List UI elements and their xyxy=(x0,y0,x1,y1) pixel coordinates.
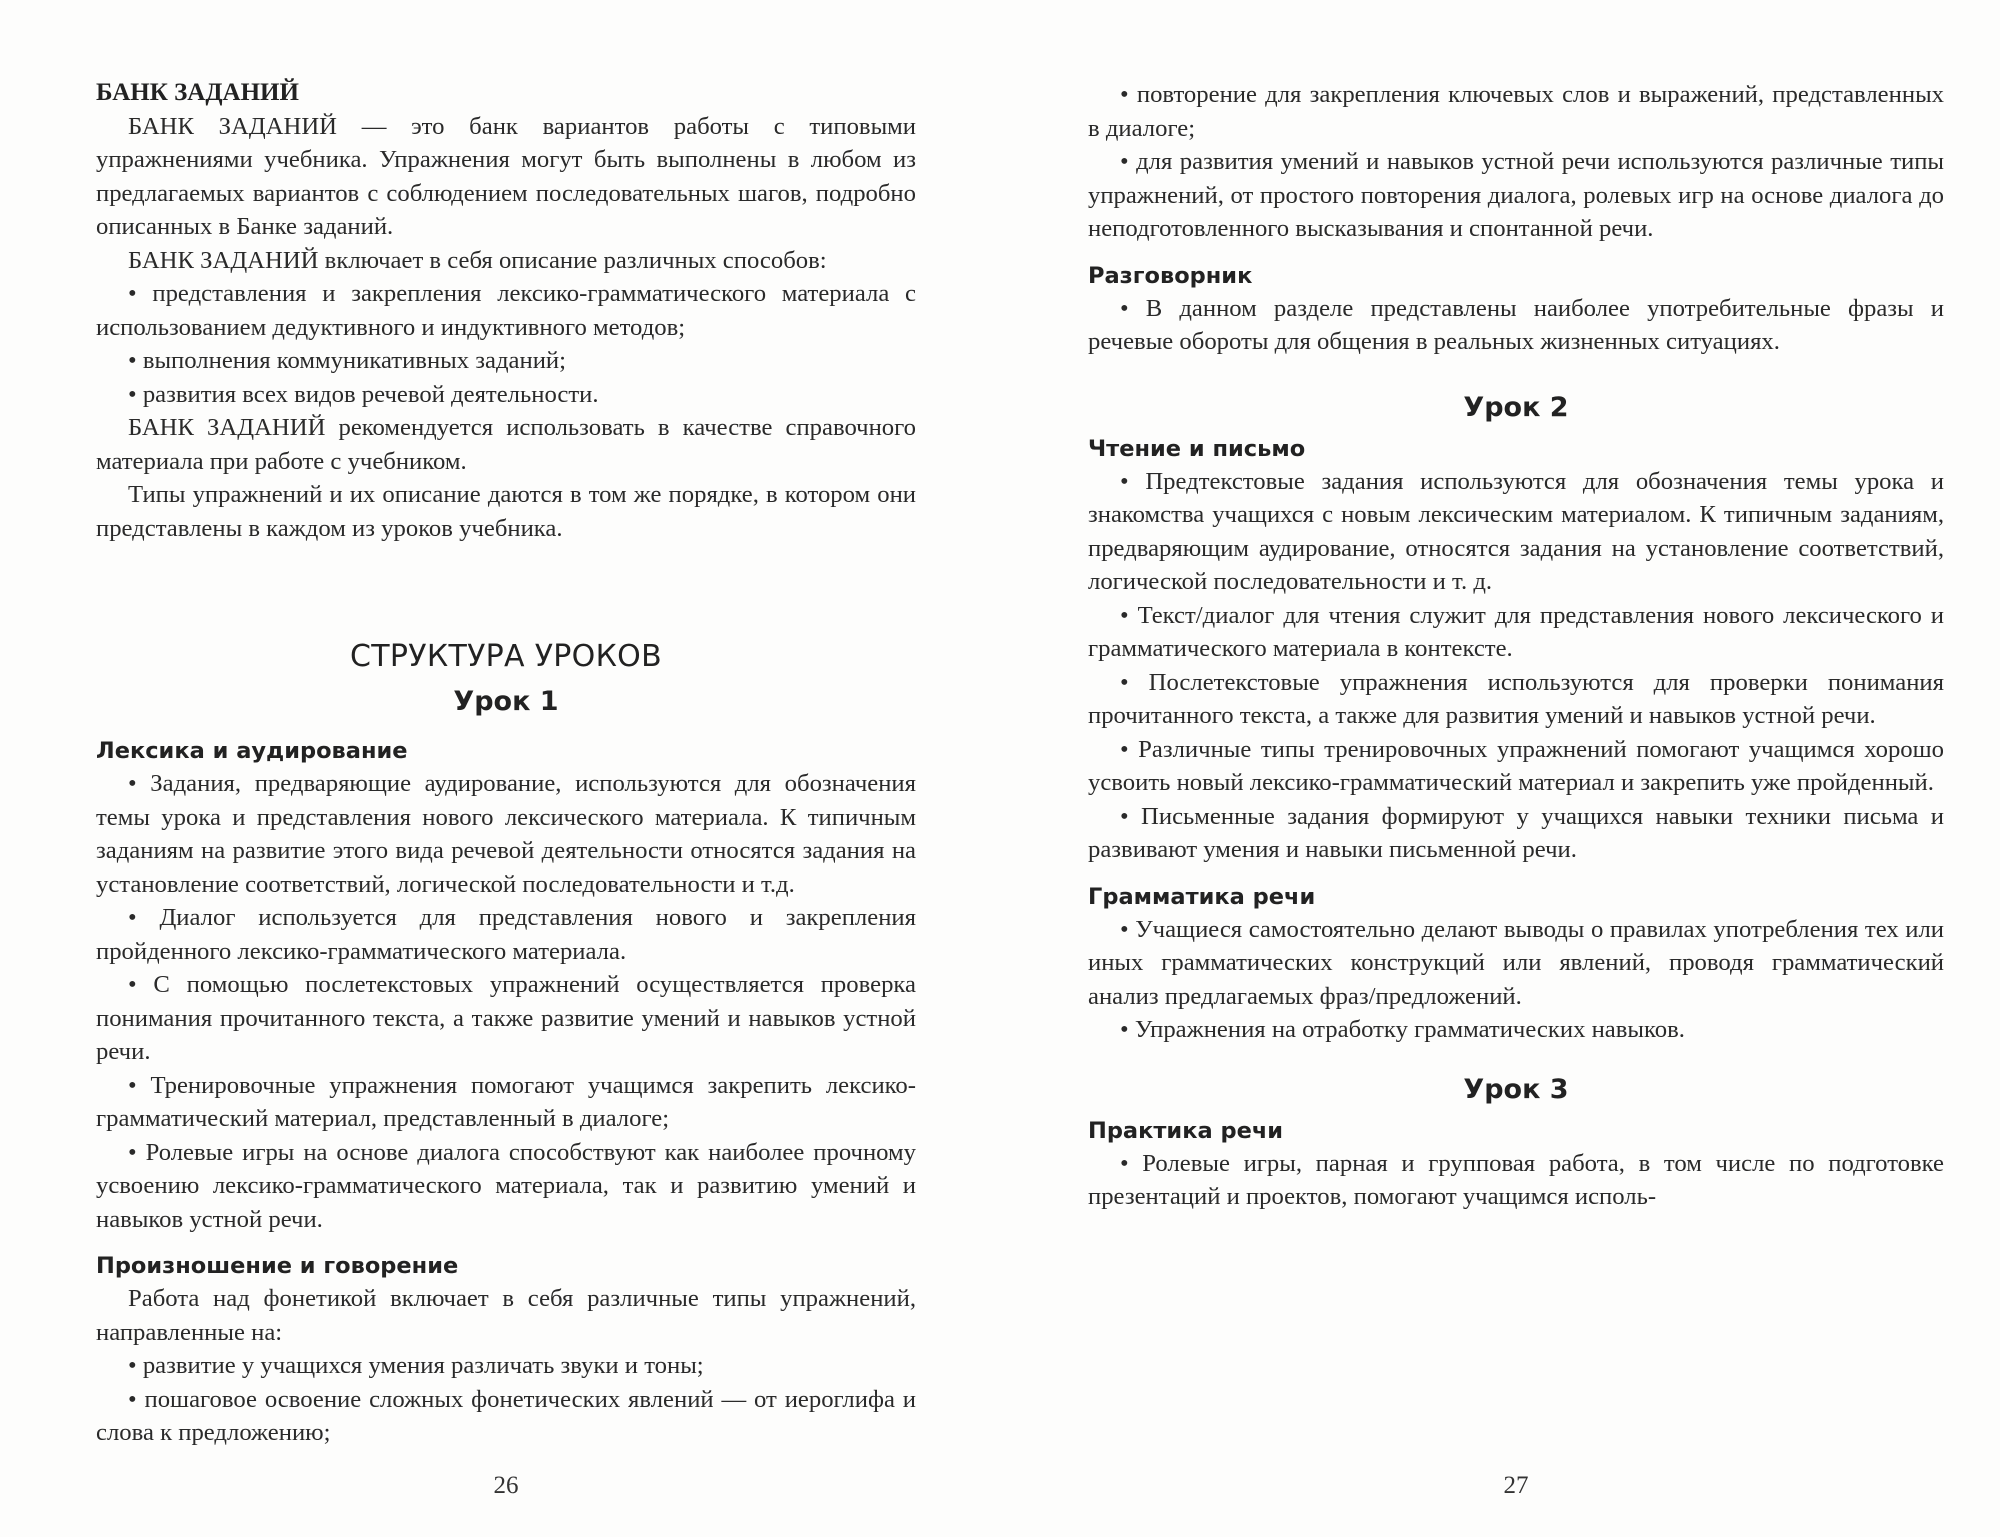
lesson3-title: Урок 3 xyxy=(1463,1073,1569,1105)
lesson1-title: Урок 1 xyxy=(453,686,559,717)
bank-heading: БАНК ЗАДАНИЙ xyxy=(96,79,299,106)
pron-list-item: • пошаговое освоение сложных фонетических явлений — от иероглифа и слова к предложению; xyxy=(96,1385,916,1446)
pron-list-item: • развитие у учащихся умения различать звуки и тоны; xyxy=(128,1352,704,1379)
bank-list-item: • развития всех видов речевой деятельности. xyxy=(128,380,599,408)
reading-paragraph: • Письменные задания формируют у учащихся навыки техники письма и развивают умения и навыки письменной речи. xyxy=(1088,802,1944,863)
right-page-content xyxy=(1088,78,1944,1214)
oral-list-item: • повторение для закрепления ключевых слов и выражений, представленных в диалоге; xyxy=(1088,81,1944,142)
oral-list-item: • для развития умений и навыков устной речи используются различные типы упражнений, от простого повторения диалога, ролевых игр на основе диалога до неподготовленного высказывания и спонтанной речи. xyxy=(1088,148,1944,242)
vocab-paragraph: • Задания, предваряющие аудирование, используются для обозначения темы урока и представления нового лексического материала. К типичным заданиям на развитие этого вида речевой деятельности относятся задания на установление соответствий, логической последовательности и т.д. xyxy=(96,770,916,898)
right-page xyxy=(1088,0,1944,1537)
bank-paragraph: БАНК ЗАДАНИЙ рекомендуется использовать в качестве справочного материала при работе с учебником. xyxy=(96,414,916,475)
structure-title: СТРУКТУРА УРОКОВ xyxy=(350,639,662,674)
lesson2-title: Урок 2 xyxy=(1463,391,1569,423)
vocab-paragraph: • Ролевые игры на основе диалога способствуют как наиболее прочному усвоению лексико-грамматического материала, так и развитию умений и навыков устной речи. xyxy=(96,1138,916,1233)
vocab-heading: Лексика и аудирование xyxy=(96,738,408,764)
practice-heading: Практика речи xyxy=(1088,1117,1284,1144)
grammar-paragraph: • Учащиеся самостоятельно делают выводы о правилах употребления тех или иных грамматических конструкций или явлений, проводя грамматический анализ предлагаемых фраз/предложений. xyxy=(1088,915,1944,1010)
grammar-heading: Грамматика речи xyxy=(1088,883,1316,910)
grammar-paragraph: • Упражнения на отработку грамматических навыков. xyxy=(1120,1016,1685,1043)
phrasebook-paragraph: • В данном разделе представлены наиболее употребительные фразы и речевые обороты для общения в реальных жизненных ситуациях. xyxy=(1088,294,1944,355)
practice-paragraph: • Ролевые игры, парная и групповая работа, в том числе по подготовке презентаций и проектов, помогают учащимся исполь- xyxy=(1088,1149,1944,1210)
reading-paragraph: • Послетекстовые упражнения используются для проверки понимания прочитанного текста, а также для развития умений и навыков устной речи. xyxy=(1088,668,1944,729)
pron-heading: Произношение и говорение xyxy=(96,1253,459,1279)
left-page-content xyxy=(96,68,916,1450)
reading-paragraph: • Предтекстовые задания используются для обозначения темы урока и знакомства учащихся с новым лексическим материалом. К типичным заданиям, предваряющим аудирование, относятся задания на установление соответствий, логической последовательности и т. д. xyxy=(1088,467,1944,595)
phrasebook-heading: Разговорник xyxy=(1088,262,1253,289)
vocab-paragraph: • Тренировочные упражнения помогают учащимся закрепить лексико-грамматический материал, представленный в диалоге; xyxy=(96,1071,916,1132)
reading-heading: Чтение и письмо xyxy=(1088,435,1306,462)
left-page xyxy=(96,0,916,1537)
bank-list-item: • выполнения коммуникативных заданий; xyxy=(128,347,566,374)
pron-paragraph: Работа над фонетикой включает в себя различные типы упражнений, направленные на: xyxy=(96,1285,916,1346)
reading-paragraph: • Различные типы тренировочных упражнений помогают учащимся хорошо усвоить новый лексико-грамматический материал и закрепить уже пройденный. xyxy=(1088,735,1944,796)
bank-paragraph: БАНК ЗАДАНИЙ — это банк вариантов работы с типовыми упражнениями учебника. Упражнения могут быть выполнены в любом из предлагаемых вариантов с соблюдением последовательных шагов, подробно описанных в Банке заданий. xyxy=(96,112,916,240)
vocab-paragraph: • С помощью послетекстовых упражнений осуществляется проверка понимания прочитанного текста, а также развитие умений и навыков устной речи. xyxy=(96,971,916,1065)
bank-list-item: • представления и закрепления лексико-грамматического материала с использованием дедуктивного и индуктивного методов; xyxy=(96,280,916,341)
reading-paragraph: • Текст/диалог для чтения служит для представления нового лексического и грамматического материала в контексте. xyxy=(1088,601,1944,662)
page-number-right: 27 xyxy=(1503,1472,1529,1499)
vocab-paragraph: • Диалог используется для представления нового и закрепления пройденного лексико-грамматического материала. xyxy=(96,904,916,965)
bank-paragraph: Типы упражнений и их описание даются в том же порядке, в котором они представлены в каждом из уроков учебника. xyxy=(96,481,916,542)
page-number-left: 26 xyxy=(493,1472,519,1499)
bank-paragraph: БАНК ЗАДАНИЙ включает в себя описание различных способов: xyxy=(128,246,827,274)
